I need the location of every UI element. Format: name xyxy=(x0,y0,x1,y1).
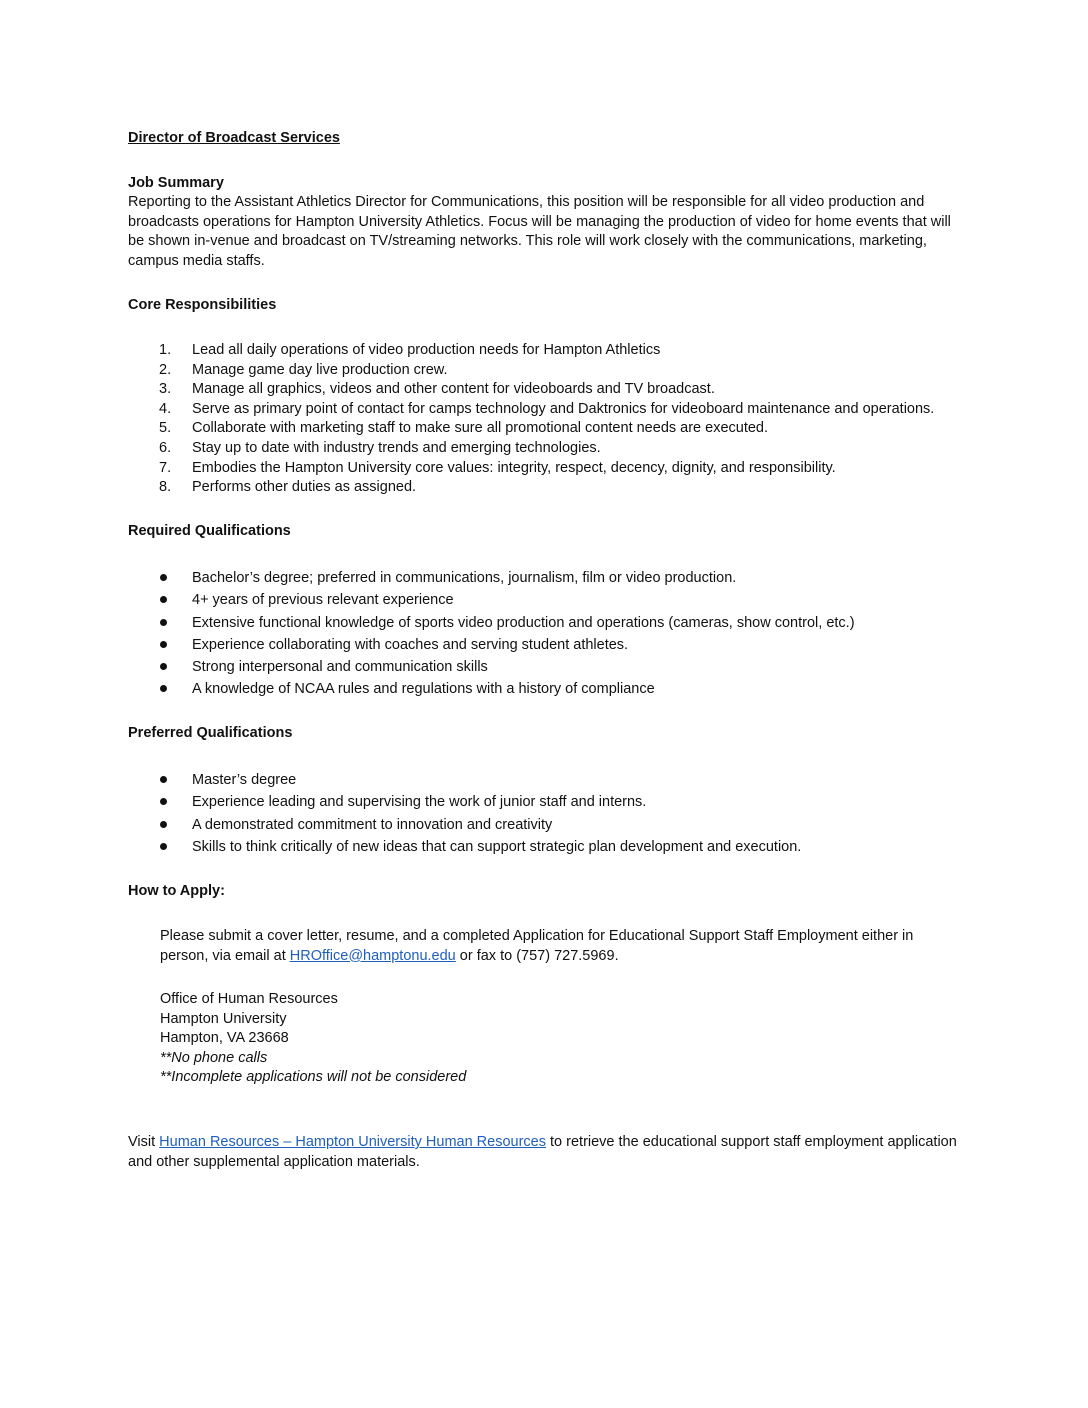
list-item xyxy=(128,478,988,498)
mailing-address xyxy=(160,990,760,1088)
bullet-icon xyxy=(160,596,167,603)
job-summary-heading: Job Summary xyxy=(128,175,224,191)
apply-text-after: or fax to (757) 727.5969. xyxy=(455,947,619,964)
list-item xyxy=(128,814,988,836)
item-text: Stay up to date with industry trends and emerging technologies. xyxy=(192,439,601,456)
application-note: **Incomplete applications will not be considered xyxy=(160,1069,467,1086)
address-line: Hampton, VA 23668 xyxy=(160,1030,289,1047)
address-line: Office of Human Resources xyxy=(160,991,338,1007)
bullet-icon xyxy=(160,641,167,648)
item-text: Lead all daily operations of video production needs for Hampton Athletics xyxy=(192,342,661,358)
list-item xyxy=(128,380,988,400)
item-text: Collaborate with marketing staff to make sure all promotional content needs are executed. xyxy=(192,420,769,437)
item-text: A demonstrated commitment to innovation and creativity xyxy=(192,816,553,833)
bullet-icon xyxy=(160,663,167,670)
job-summary-text: Reporting to the Assistant Athletics Director for Communications, this position will be responsible for all video production and broadcasts operations for Hampton University Athletics. Focus will be managing the production of video for home events that will be shown in-venue and broadcast on TV/streaming networks. This role will work closely with the communications, marketing, campus media staffs. xyxy=(128,194,951,269)
core-responsibilities-list xyxy=(128,341,988,498)
item-number: 2. xyxy=(159,361,172,378)
item-number: 8. xyxy=(159,479,172,496)
list-item xyxy=(128,341,988,361)
how-to-apply-heading: How to Apply: xyxy=(128,883,225,899)
item-text: Strong interpersonal and communication skills xyxy=(192,659,488,676)
item-text: Manage game day live production crew. xyxy=(192,361,448,378)
document-title: Director of Broadcast Services xyxy=(128,130,340,146)
list-item xyxy=(128,439,988,459)
item-text: Serve as primary point of contact for camps technology and Daktronics for videoboard maintenance and operations. xyxy=(192,400,935,417)
bullet-icon xyxy=(160,685,167,692)
hr-email-link[interactable]: HROffice@hamptonu.edu xyxy=(289,947,456,964)
item-number: 3. xyxy=(159,381,172,398)
list-item xyxy=(128,769,988,791)
item-number: 6. xyxy=(159,439,172,456)
item-text: Experience collaborating with coaches and serving student athletes. xyxy=(192,636,629,653)
bullet-icon xyxy=(160,574,167,581)
visit-prefix: Visit xyxy=(128,1134,160,1150)
item-text: 4+ years of previous relevant experience xyxy=(192,592,454,609)
list-item xyxy=(128,656,988,678)
bullet-icon xyxy=(160,776,167,783)
item-text: Master’s degree xyxy=(192,772,297,788)
list-item xyxy=(128,567,988,589)
item-number: 1. xyxy=(159,342,172,358)
item-text: Extensive functional knowledge of sports video production and operations (cameras, show control, etc.) xyxy=(192,614,855,631)
bullet-icon xyxy=(160,821,167,828)
visit-paragraph xyxy=(128,1133,978,1172)
item-text: Bachelor’s degree; preferred in communications, journalism, film or video production. xyxy=(192,570,737,586)
required-qualifications-list xyxy=(128,567,988,701)
list-item xyxy=(128,612,988,634)
list-item xyxy=(128,361,988,381)
item-text: Performs other duties as assigned. xyxy=(192,479,417,496)
apply-text-before: Please submit a cover letter, resume, and a completed Application for Educational Support Staff Employment either in person, via email at xyxy=(160,928,914,964)
preferred-qualifications-heading: Preferred Qualifications xyxy=(128,725,293,741)
item-text: Manage all graphics, videos and other content for videoboards and TV broadcast. xyxy=(192,381,715,398)
visit-suffix: to retrieve the educational support staff employment application and other supplemental application materials. xyxy=(128,1134,957,1170)
list-item xyxy=(128,678,988,700)
item-number: 4. xyxy=(159,400,172,417)
list-item xyxy=(128,400,988,420)
list-item xyxy=(128,589,988,611)
list-item xyxy=(128,791,988,813)
list-item xyxy=(128,459,988,479)
list-item xyxy=(128,634,988,656)
bullet-icon xyxy=(160,798,167,805)
required-qualifications-heading: Required Qualifications xyxy=(128,523,291,539)
preferred-qualifications-list xyxy=(128,769,988,858)
application-note: **No phone calls xyxy=(160,1049,268,1066)
item-text: Experience leading and supervising the work of junior staff and interns. xyxy=(192,794,647,811)
item-text: Embodies the Hampton University core values: integrity, respect, decency, dignity, and responsibility. xyxy=(192,459,836,476)
hr-website-link[interactable]: Human Resources – Hampton University Human Resources xyxy=(159,1134,546,1150)
item-number: 5. xyxy=(159,420,172,437)
bullet-icon xyxy=(160,619,167,626)
item-text: A knowledge of NCAA rules and regulations with a history of compliance xyxy=(192,681,655,698)
list-item xyxy=(128,836,988,858)
core-responsibilities-heading: Core Responsibilities xyxy=(128,297,277,313)
apply-instructions xyxy=(160,927,960,966)
item-number: 7. xyxy=(159,459,172,476)
bullet-icon xyxy=(160,843,167,850)
item-text: Skills to think critically of new ideas that can support strategic plan development and execution. xyxy=(192,838,802,855)
list-item xyxy=(128,419,988,439)
address-line: Hampton University xyxy=(160,1010,287,1027)
